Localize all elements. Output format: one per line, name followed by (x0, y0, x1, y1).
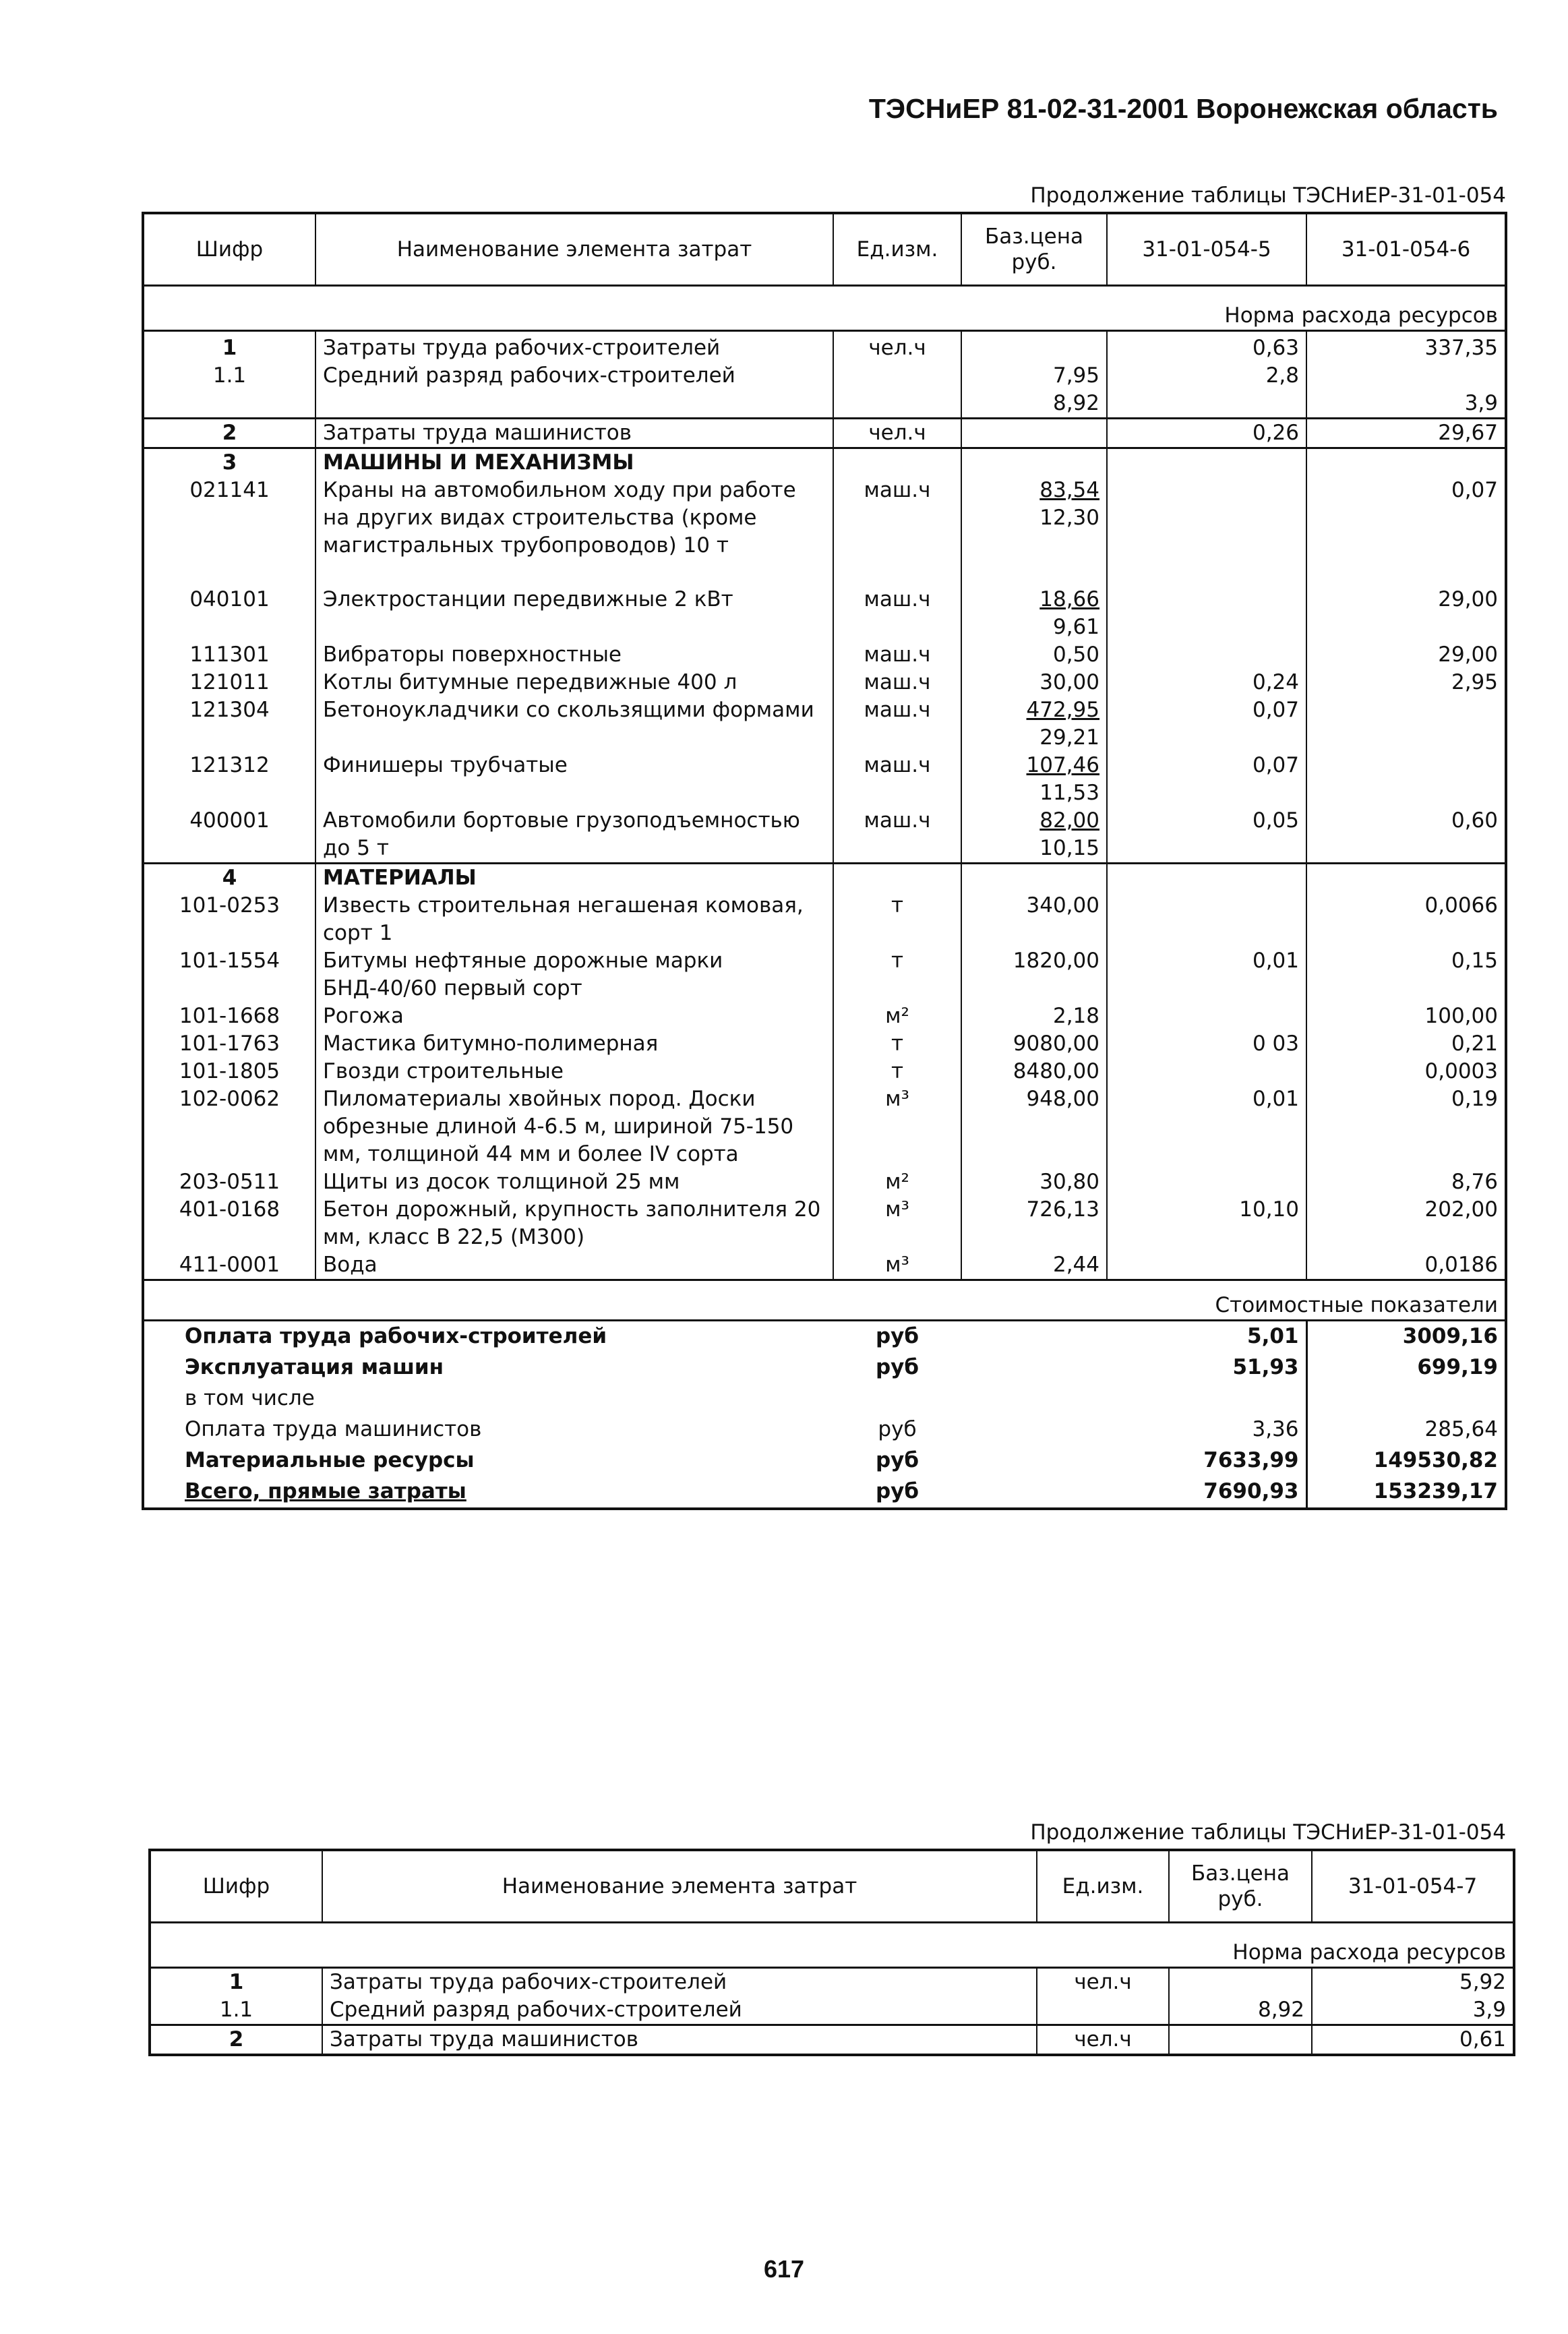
cell-unit: м³ (833, 1196, 961, 1251)
cell-name: Краны на автомобильном ходу при работе на других видах строительства (кроме магистральных трубопроводов) 10 т (315, 477, 833, 586)
cell-price (961, 477, 1107, 586)
cell-054-5: 2,8 (1107, 362, 1306, 419)
cell-name: Автомобили бортовые грузоподъемностью до 5 т (315, 807, 833, 864)
cell-name: Известь строительная негашеная комовая, сорт 1 (315, 892, 833, 947)
table-header-row (143, 213, 1506, 286)
cell-unit: маш.ч (833, 586, 961, 641)
cell-price (961, 1058, 1107, 1085)
cell-name: Затраты труда рабочих-строителей (315, 331, 833, 363)
cell-054-5 (1107, 1168, 1306, 1196)
price-value: 2,44 (1052, 1253, 1099, 1277)
cell-name: Бетон дорожный, крупность заполнителя 20 мм, класс В 22,5 (М300) (315, 1196, 833, 1251)
cell-054-6: 2,95 (1306, 669, 1506, 696)
table-row (150, 2025, 1514, 2056)
price-value: 948,00 (1026, 1087, 1099, 1111)
price-value: 82,00 (1039, 808, 1099, 833)
table-row (143, 331, 1506, 363)
cell-054-5 (1107, 641, 1306, 669)
cell-unit: м² (833, 1168, 961, 1196)
cell-unit (1037, 1996, 1169, 2025)
cell-price (961, 892, 1107, 947)
cost-054-6: 3009,16 (1306, 1321, 1506, 1353)
cell-price (961, 696, 1107, 752)
cell-name: Вибраторы поверхностные (315, 641, 833, 669)
document-header: ТЭСНиЕР 81-02-31-2001 Воронежская область (868, 93, 1498, 124)
table-row (143, 419, 1506, 448)
cell-code: 021141 (189, 478, 270, 502)
table-row (143, 362, 1506, 419)
cell-code: 101-1668 (179, 1004, 280, 1028)
cost-unit: руб (875, 1448, 919, 1472)
cell-name: Котлы битумные передвижные 400 л (315, 669, 833, 696)
price-value: 2,18 (1052, 1004, 1099, 1028)
cell-054-7: 5,92 (1312, 1968, 1514, 1997)
price-value-secondary: 9,61 (1052, 615, 1099, 639)
cell-054-6: 29,00 (1306, 586, 1506, 641)
cost-unit (833, 1383, 961, 1414)
cell-code: 102-0062 (179, 1087, 280, 1111)
cost-name: Всего, прямые затраты (185, 1479, 466, 1503)
cell-price (961, 1196, 1107, 1251)
cell-054-5: 0,05 (1107, 807, 1306, 864)
cell-code: 101-1763 (179, 1031, 280, 1056)
cost-054-6: 285,64 (1306, 1414, 1506, 1445)
cell-name: Битумы нефтяные дорожные марки БНД-40/60 первый сорт (315, 947, 833, 1003)
cost-name: Оплата труда рабочих-строителей (185, 1324, 607, 1348)
cell-unit: м³ (833, 1085, 961, 1168)
cell-name: Вода (315, 1251, 833, 1280)
col-header-unit: Ед.изм. (1037, 1850, 1169, 1923)
cell-054-5: 0,01 (1107, 1085, 1306, 1168)
cell-price (961, 586, 1107, 641)
cost-054-5: 3,36 (1252, 1417, 1299, 1441)
cost-054-5: 7633,99 (1203, 1448, 1299, 1472)
price-value-secondary: 11,53 (1039, 781, 1099, 805)
cost-row (143, 1476, 1506, 1509)
table-row (143, 1251, 1506, 1280)
cost-unit: руб (878, 1417, 917, 1441)
col-header-price: Баз.цена руб. (1169, 1850, 1312, 1923)
cell-price (961, 864, 1107, 893)
cell-price (961, 331, 1107, 363)
price-value: 107,46 (1026, 753, 1099, 777)
cell-price (961, 448, 1107, 477)
cell-price (1169, 1968, 1312, 1997)
price-value: 18,66 (1039, 587, 1099, 611)
cell-price (1169, 2025, 1312, 2056)
price-value-secondary: 10,15 (1039, 836, 1099, 860)
cell-price (961, 947, 1107, 1003)
price-value: 30,80 (1039, 1170, 1099, 1194)
cell-price (961, 1003, 1107, 1030)
price-value-secondary: 8,92 (1052, 391, 1099, 415)
cell-054-5 (1107, 892, 1306, 947)
norma-row (143, 286, 1506, 331)
cell-code: 101-1554 (179, 949, 280, 973)
cell-name: Электростанции передвижные 2 кВт (315, 586, 833, 641)
norma-row (150, 1923, 1514, 1968)
cell-054-5 (1107, 1251, 1306, 1280)
cell-code: 4 (143, 864, 315, 893)
cell-unit: м² (833, 1003, 961, 1030)
cell-name: Средний разряд рабочих-строителей (315, 362, 833, 419)
cell-unit (833, 864, 961, 893)
cell-unit: т (833, 947, 961, 1003)
cell-unit: чел.ч (833, 419, 961, 448)
cell-code: 411-0001 (179, 1253, 280, 1277)
cell-name: Затраты труда рабочих-строителей (322, 1968, 1037, 1997)
cell-054-5: 0,01 (1107, 947, 1306, 1003)
table-row (150, 1996, 1514, 2025)
cell-price (961, 669, 1107, 696)
table-row (143, 1085, 1506, 1168)
table-row (143, 864, 1506, 893)
cost-054-5: 51,93 (1232, 1355, 1299, 1379)
cost-054-5: 7690,93 (1203, 1479, 1299, 1503)
cell-price (961, 752, 1107, 807)
cost-empty (961, 1321, 1107, 1353)
cell-unit: чел.ч (833, 331, 961, 363)
cell-unit: т (833, 892, 961, 947)
cell-054-6 (1306, 752, 1506, 807)
table-row (143, 477, 1506, 586)
cost-unit: руб (875, 1324, 919, 1348)
cell-name: Средний разряд рабочих-строителей (322, 1996, 1037, 2025)
cell-name: Затраты труда машинистов (322, 2025, 1037, 2056)
col-header-code: Шифр (150, 1850, 322, 1923)
cell-unit: м³ (833, 1251, 961, 1280)
cell-054-5: 0,24 (1107, 669, 1306, 696)
col-header-054-7: 31-01-054-7 (1312, 1850, 1514, 1923)
cell-unit: маш.ч (833, 641, 961, 669)
cell-unit: т (833, 1058, 961, 1085)
cell-price (961, 1085, 1107, 1168)
cost-empty (961, 1383, 1107, 1414)
cost-054-6: 699,19 (1306, 1352, 1506, 1383)
cell-code: 101-0253 (179, 893, 280, 918)
col-header-name: Наименование элемента затрат (315, 213, 833, 286)
cell-054-5: 0,63 (1107, 331, 1306, 363)
cost-row (143, 1383, 1506, 1414)
cell-price (961, 419, 1107, 448)
price-value: 7,95 (1052, 363, 1099, 388)
cell-unit: чел.ч (1037, 2025, 1169, 2056)
price-value: 340,00 (1026, 893, 1099, 918)
table-row (143, 1196, 1506, 1251)
cell-054-5 (1107, 1003, 1306, 1030)
norma-label: Норма расхода ресурсов (150, 1923, 1514, 1968)
cost-row (143, 1352, 1506, 1383)
cell-name: Рогожа (315, 1003, 833, 1030)
cost-header-row (143, 1280, 1506, 1321)
cell-054-6 (1306, 448, 1506, 477)
cell-054-7: 0,61 (1312, 2025, 1514, 2056)
table-row (143, 1168, 1506, 1196)
cell-code: 2 (150, 2025, 322, 2056)
cell-code: 1.1 (219, 1998, 253, 2022)
table-row (143, 1003, 1506, 1030)
cost-row (143, 1414, 1506, 1445)
cell-054-5: 0,07 (1107, 696, 1306, 752)
cost-name: Оплата труда машинистов (185, 1417, 482, 1441)
col-header-unit: Ед.изм. (833, 213, 961, 286)
price-value: 1820,00 (1013, 949, 1099, 973)
cell-price (961, 641, 1107, 669)
col-header-price: Баз.цена руб. (961, 213, 1107, 286)
price-value: 8480,00 (1013, 1059, 1099, 1083)
page-number: 617 (763, 2255, 805, 2283)
cost-unit: руб (875, 1479, 919, 1503)
cell-name: МАШИНЫ И МЕХАНИЗМЫ (315, 448, 833, 477)
price-value: 726,13 (1026, 1197, 1099, 1222)
cell-054-6: 0,07 (1306, 477, 1506, 586)
cell-code: 401-0168 (179, 1197, 280, 1222)
cell-054-5 (1107, 586, 1306, 641)
cell-054-5: 0 03 (1107, 1030, 1306, 1058)
table-header-row (150, 1850, 1514, 1923)
cell-name: Финишеры трубчатые (315, 752, 833, 807)
cell-054-6: 29,67 (1306, 419, 1506, 448)
cost-name: Материальные ресурсы (185, 1448, 475, 1472)
cell-054-7: 3,9 (1312, 1996, 1514, 2025)
price-value: 0,50 (1052, 642, 1099, 667)
cost-054-6: 149530,82 (1306, 1445, 1506, 1476)
cell-code: 400001 (189, 808, 270, 833)
cell-code: 121312 (189, 753, 270, 777)
cell-054-5: 0,26 (1107, 419, 1306, 448)
cell-code: 1.1 (212, 363, 247, 388)
cell-unit: маш.ч (833, 752, 961, 807)
table-row (143, 641, 1506, 669)
resource-table-1 (142, 212, 1507, 1510)
cell-054-5: 0,07 (1107, 752, 1306, 807)
cell-054-6: 202,00 (1306, 1196, 1506, 1251)
cell-price (961, 1030, 1107, 1058)
cost-empty (961, 1476, 1107, 1509)
cell-unit: маш.ч (833, 669, 961, 696)
table-row (143, 448, 1506, 477)
table-row (143, 586, 1506, 641)
cell-name: Гвозди строительные (315, 1058, 833, 1085)
cell-code: 1 (229, 1970, 244, 1994)
cell-unit: чел.ч (1037, 1968, 1169, 1997)
cell-054-6: 0,0066 (1306, 892, 1506, 947)
table-row (143, 669, 1506, 696)
price-value-secondary: 12,30 (1039, 506, 1099, 530)
cell-price (961, 1168, 1107, 1196)
table-row (143, 947, 1506, 1003)
cost-054-6 (1306, 1383, 1506, 1414)
cell-code: 2 (143, 419, 315, 448)
cell-code: 111301 (189, 642, 270, 667)
cost-empty (961, 1445, 1107, 1476)
cell-code: 1 (222, 336, 237, 360)
cell-unit (833, 448, 961, 477)
cell-054-6 (1306, 864, 1506, 893)
cell-code: 121304 (189, 698, 270, 722)
cell-054-5 (1107, 1058, 1306, 1085)
cell-price (961, 1251, 1107, 1280)
cost-054-5: 5,01 (1247, 1324, 1299, 1348)
col-header-code: Шифр (143, 213, 315, 286)
cell-unit (833, 362, 961, 419)
price-value: 9080,00 (1013, 1031, 1099, 1056)
table-row (143, 752, 1506, 807)
cell-code: 121011 (189, 670, 270, 694)
cell-054-6: 0,15 (1306, 947, 1506, 1003)
cell-name: МАТЕРИАЛЫ (315, 864, 833, 893)
cost-054-5 (1107, 1383, 1306, 1414)
cell-054-5 (1107, 864, 1306, 893)
table-row (143, 892, 1506, 947)
cost-unit: руб (875, 1355, 919, 1379)
cell-name: Щиты из досок толщиной 25 мм (315, 1168, 833, 1196)
cell-unit: маш.ч (833, 477, 961, 586)
table-row (143, 696, 1506, 752)
cost-name: Эксплуатация машин (185, 1355, 444, 1379)
cell-054-5 (1107, 477, 1306, 586)
table-row (150, 1968, 1514, 1997)
cell-054-6: 100,00 (1306, 1003, 1506, 1030)
col-header-054-6: 31-01-054-6 (1306, 213, 1506, 286)
cell-054-6: 0,0186 (1306, 1251, 1506, 1280)
cost-label: Стоимостные показатели (143, 1280, 1506, 1321)
cell-unit: т (833, 1030, 961, 1058)
cost-empty (961, 1414, 1107, 1445)
cost-054-6: 153239,17 (1306, 1476, 1506, 1509)
price-value: 30,00 (1039, 670, 1099, 694)
price-value: 83,54 (1039, 478, 1099, 502)
table-row (143, 1030, 1506, 1058)
cell-054-6: 0,19 (1306, 1085, 1506, 1168)
cost-row (143, 1445, 1506, 1476)
cell-054-6: 0,0003 (1306, 1058, 1506, 1085)
price-value: 472,95 (1026, 698, 1099, 722)
cell-054-6 (1306, 696, 1506, 752)
cost-empty (961, 1352, 1107, 1383)
cell-price (961, 807, 1107, 864)
cell-name: Бетоноукладчики со скользящими формами (315, 696, 833, 752)
cell-unit: маш.ч (833, 807, 961, 864)
cell-code: 3 (143, 448, 315, 477)
cell-054-6: 337,35 (1306, 331, 1506, 363)
cell-name: Пиломатериалы хвойных пород. Доски обрезные длиной 4-6.5 м, шириной 75-150 мм, толщиной 44 мм и более IV сорта (315, 1085, 833, 1168)
col-header-054-5: 31-01-054-5 (1107, 213, 1306, 286)
cell-code: 203-0511 (179, 1170, 280, 1194)
table-row (143, 1058, 1506, 1085)
cell-054-6: 0,21 (1306, 1030, 1506, 1058)
cell-price: 8,92 (1169, 1996, 1312, 2025)
table-row (143, 807, 1506, 864)
cell-name: Мастика битумно-полимерная (315, 1030, 833, 1058)
norma-label: Норма расхода ресурсов (143, 286, 1506, 331)
cell-054-5 (1107, 448, 1306, 477)
cost-name: в том числе (185, 1386, 315, 1410)
cell-054-6: 3,9 (1306, 362, 1506, 419)
cell-054-6: 8,76 (1306, 1168, 1506, 1196)
cell-unit: маш.ч (833, 696, 961, 752)
cell-name: Затраты труда машинистов (315, 419, 833, 448)
cell-code: 040101 (189, 587, 270, 611)
cost-row (143, 1321, 1506, 1353)
cell-code: 101-1805 (179, 1059, 280, 1083)
cell-054-5: 10,10 (1107, 1196, 1306, 1251)
cell-price (961, 362, 1107, 419)
table2-caption: Продолжение таблицы ТЭСНиЕР-31-01-054 (1030, 1820, 1506, 1845)
col-header-name: Наименование элемента затрат (322, 1850, 1037, 1923)
cell-054-6: 0,60 (1306, 807, 1506, 864)
cell-054-6: 29,00 (1306, 641, 1506, 669)
table1-caption: Продолжение таблицы ТЭСНиЕР-31-01-054 (1030, 183, 1506, 208)
price-value-secondary: 29,21 (1039, 725, 1099, 750)
resource-table-2 (148, 1849, 1515, 2056)
